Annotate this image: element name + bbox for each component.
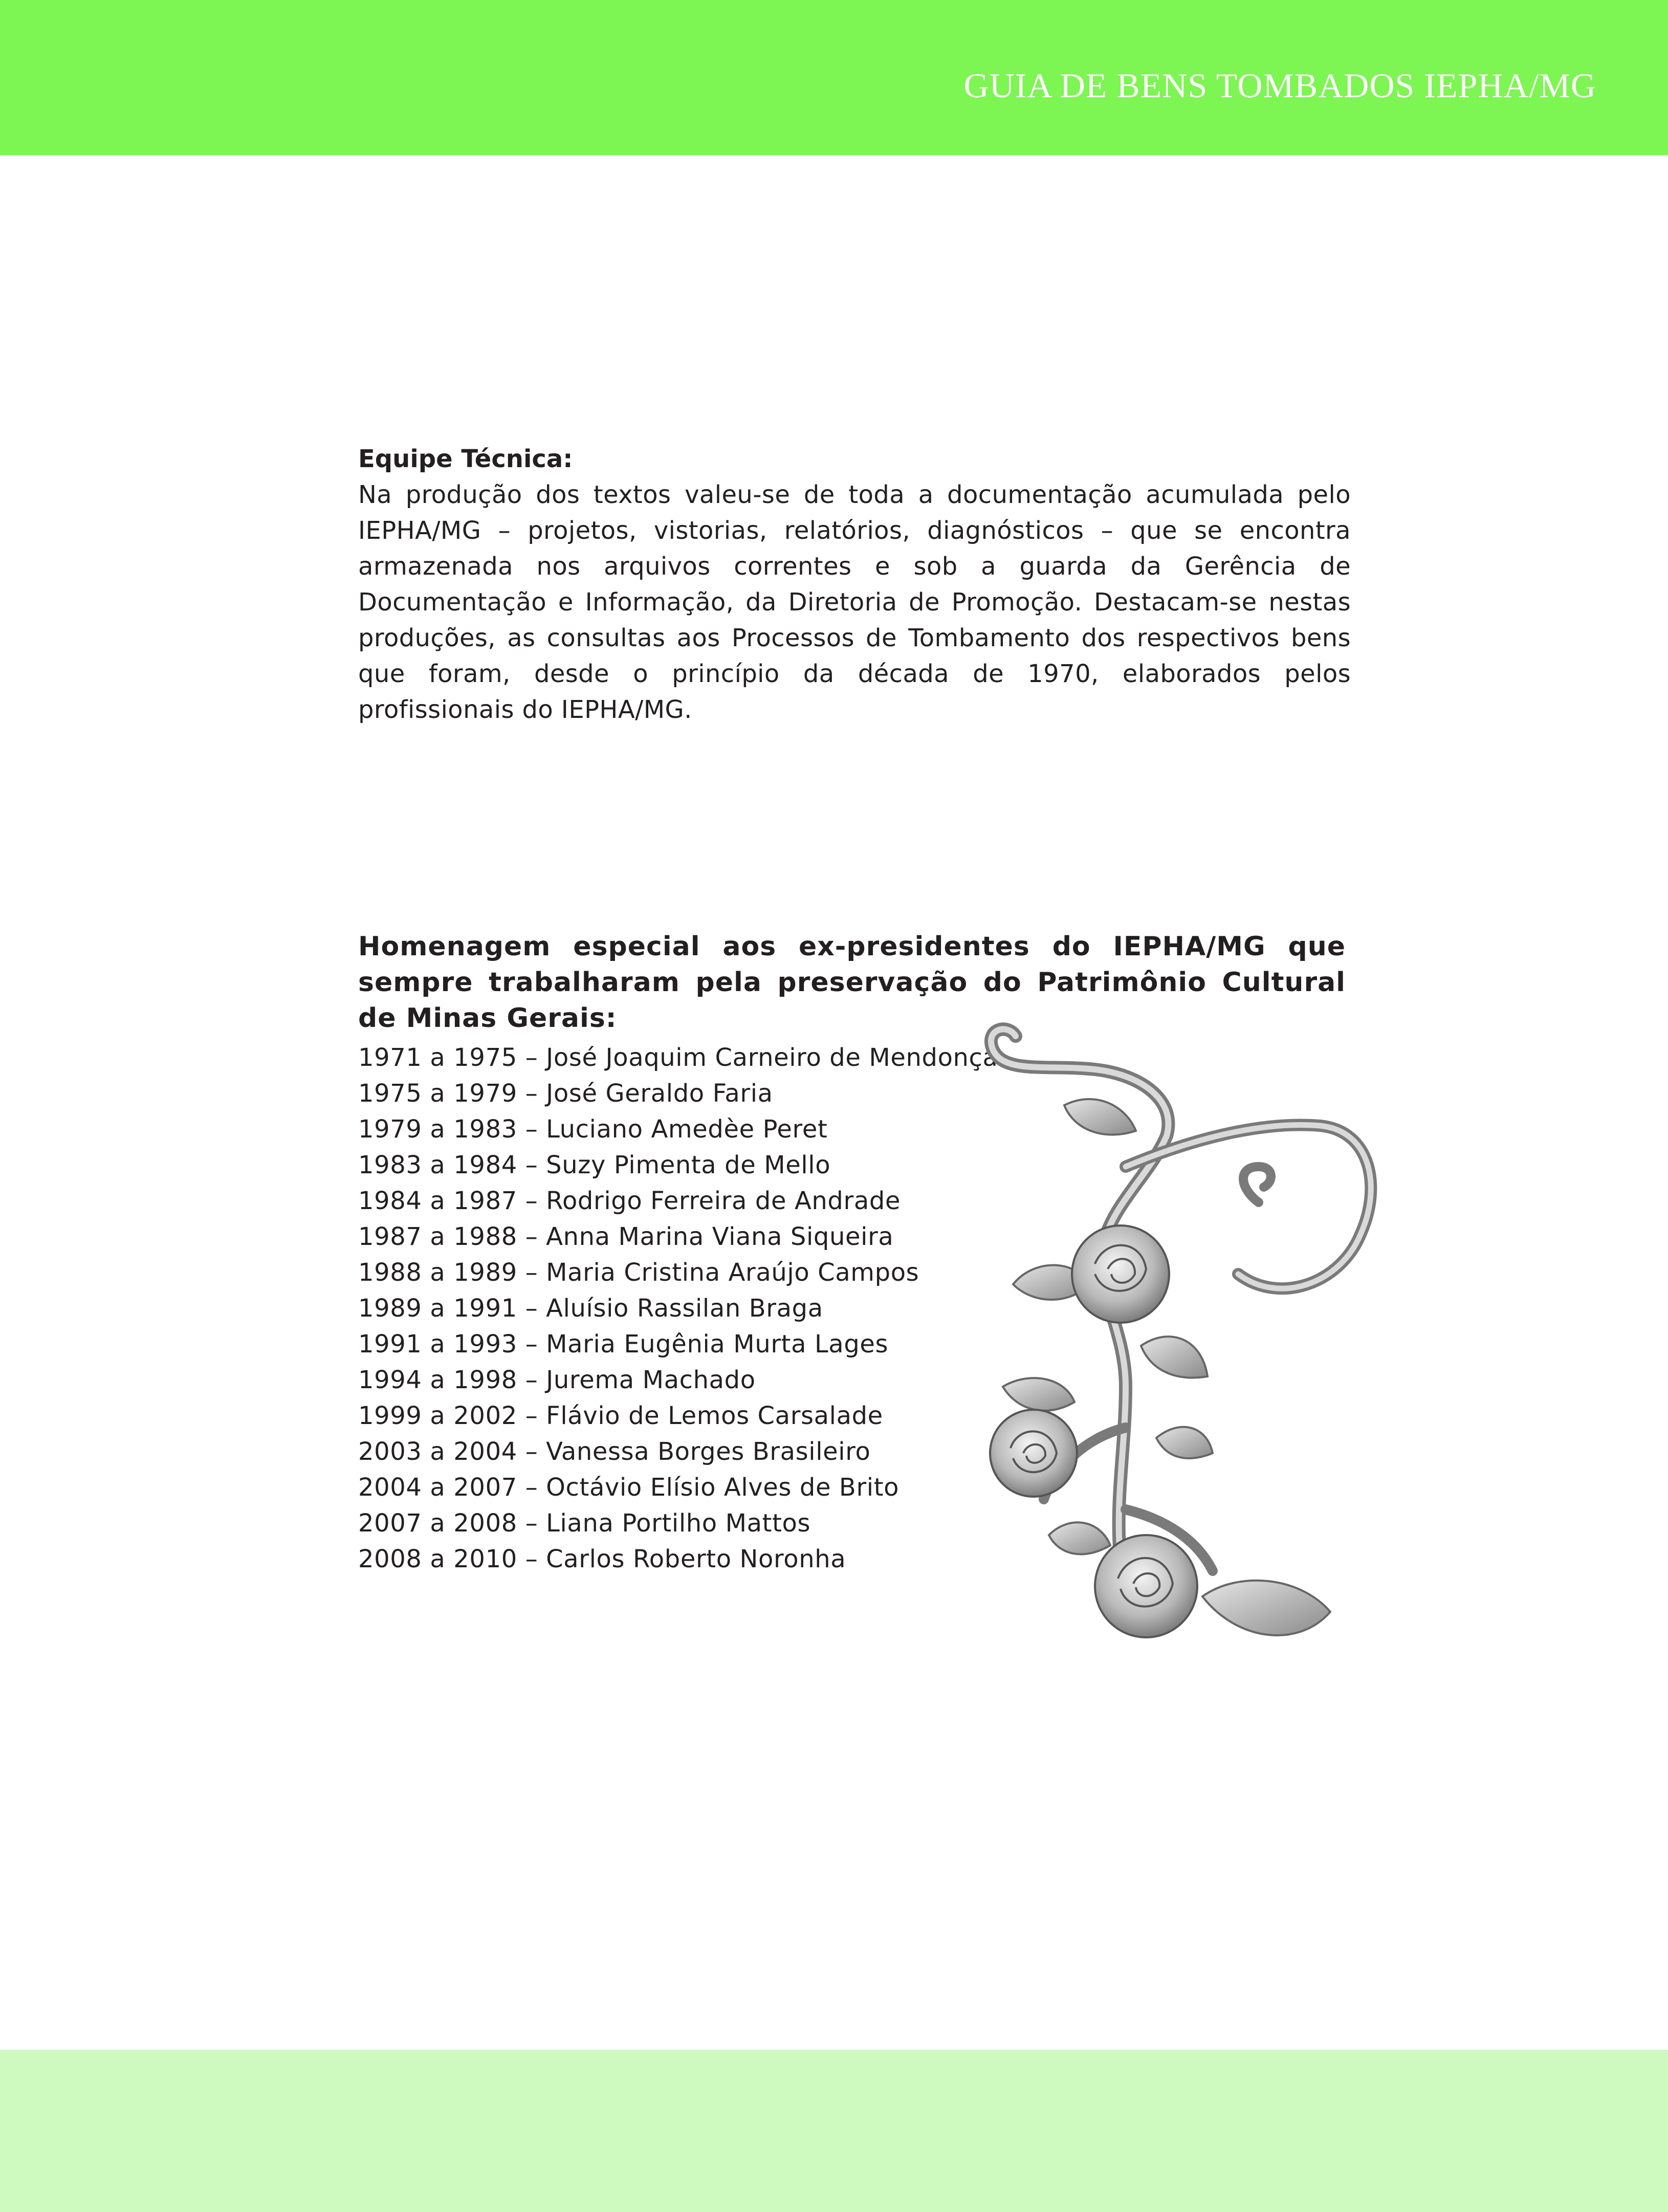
president-item: 2007 a 2008 – Liana Portilho Mattos <box>358 1509 811 1538</box>
president-item: 1994 a 1998 – Jurema Machado <box>358 1366 756 1394</box>
rose-ornament-icon <box>972 1018 1397 1683</box>
president-item: 2003 a 2004 – Vanessa Borges Brasileiro <box>358 1437 871 1466</box>
president-item: 2004 a 2007 – Octávio Elísio Alves de Brito <box>358 1473 899 1502</box>
tribute-heading: Homenagem especial aos ex-presidentes do IEPHA/MG que sempre trabalharam pela preservação do Patrimônio Cultural de Minas Gerais: <box>358 931 1346 1034</box>
header-title: GUIA DE BENS TOMBADOS IEPHA/MG <box>963 66 1596 105</box>
president-item: 1989 a 1991 – Aluísio Rassilan Braga <box>358 1294 823 1323</box>
president-item: 1979 a 1983 – Luciano Amedèe Peret <box>358 1115 828 1144</box>
header-band <box>0 0 1668 155</box>
technical-team-text: Na produção dos textos valeu-se de toda a documentação acumulada pelo IEPHA/MG – projetos, vistorias, relatórios, diagnósticos – que se encontra armazenada nos arquivos correntes e sob a guarda da Gerência de Documentação e Informação, da Diretoria de Promoção. Destacam-se nestas produções, as consultas aos Processos de Tombamento dos respectivos bens que foram, desde o princípio da década de 1970, elaborados pelos profissionais do IEPHA/MG. <box>358 480 1351 724</box>
president-item: 1975 a 1979 – José Geraldo Faria <box>358 1079 773 1108</box>
president-item: 1983 a 1984 – Suzy Pimenta de Mello <box>358 1151 831 1179</box>
president-item: 1971 a 1975 – José Joaquim Carneiro de Mendonça <box>358 1043 998 1072</box>
technical-team-heading: Equipe Técnica: <box>358 445 573 473</box>
footer-band <box>0 2050 1668 2212</box>
president-item: 1987 a 1988 – Anna Marina Viana Siqueira <box>358 1222 894 1251</box>
president-item: 1999 a 2002 – Flávio de Lemos Carsalade <box>358 1401 883 1430</box>
president-item: 1988 a 1989 – Maria Cristina Araújo Campos <box>358 1258 919 1287</box>
president-item: 1984 a 1987 – Rodrigo Ferreira de Andrade <box>358 1187 901 1215</box>
president-item: 2008 a 2010 – Carlos Roberto Noronha <box>358 1545 846 1573</box>
president-item: 1991 a 1993 – Maria Eugênia Murta Lages <box>358 1330 889 1359</box>
presidents-list <box>358 1040 998 1577</box>
technical-team-section <box>358 441 1351 728</box>
